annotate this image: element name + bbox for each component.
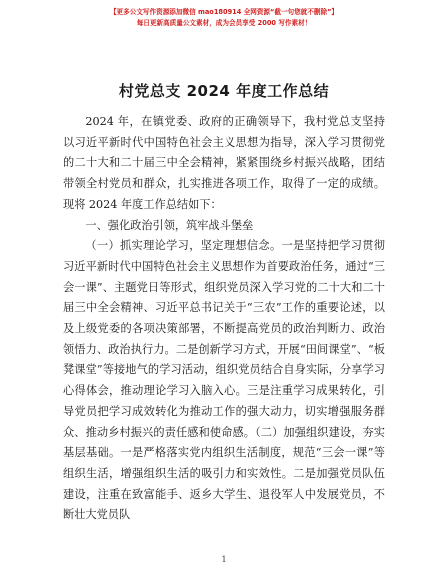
page-number: 1 [221, 555, 227, 564]
promo-banner-line1: 【更多公文写作资源添加微信 mao180914 全网资源“截一句您就不删除”】 [109, 8, 339, 16]
body-paragraph: （一）抓实理论学习，坚定理想信念。一是坚持把学习贯彻习近平新时代中国特色社会主义思想作为首要政治任务，通过“三会一课”、主题党日等形式，组织党员深入学习党的二十大和二十届三中全会精神、习近平总书记关于“三农”工作的重要论述，以及上级党委的各项决策部署，不断提高党员的政治判断力、政治领悟力、政治执行力。二是创新学习方式，开展“田间课堂”、“板凳课堂”等接地气的学习活动，组织党员结合自身实际，分享学习心得体会，推动理论学习入脑入心。三是注重学习成果转化，引导党员把学习成效转化为推动工作的强大动力，切实增强服务群众、推动乡村振兴的责任感和使命感。（二）加强组织建设，夯实基层基础。一是严格落实党内组织生活制度，规范“三会一课”等组织生活，增强组织生活的吸引力和实效性。二是加强党员队伍建设，注重在致富能手、返乡大学生、退役军人中发展党员，不断壮大党员队 [63, 239, 385, 522]
intro-paragraph: 2024 年，在镇党委、政府的正确领导下，我村党总支坚持以习近平新时代中国特色社会主义思想为指导，深入学习贯彻党的二十大和二十届三中全会精神，紧紧围绕乡村振兴战略，团结带领全村党员和群众，扎实推进各项工作，取得了一定的成绩。现将 2024 年度工作总结如下： [63, 115, 385, 211]
document-title: 村党总支 2024 年度工作总结 [118, 82, 330, 100]
section-heading: 一、强化政治引领，筑牢战斗堡垒 [85, 218, 254, 232]
document-body [63, 112, 385, 526]
promo-banner [0, 7, 448, 29]
promo-banner-line2: 每日更新高质量公文素材，成为会员享受 2000 写作素材！ [136, 19, 312, 27]
